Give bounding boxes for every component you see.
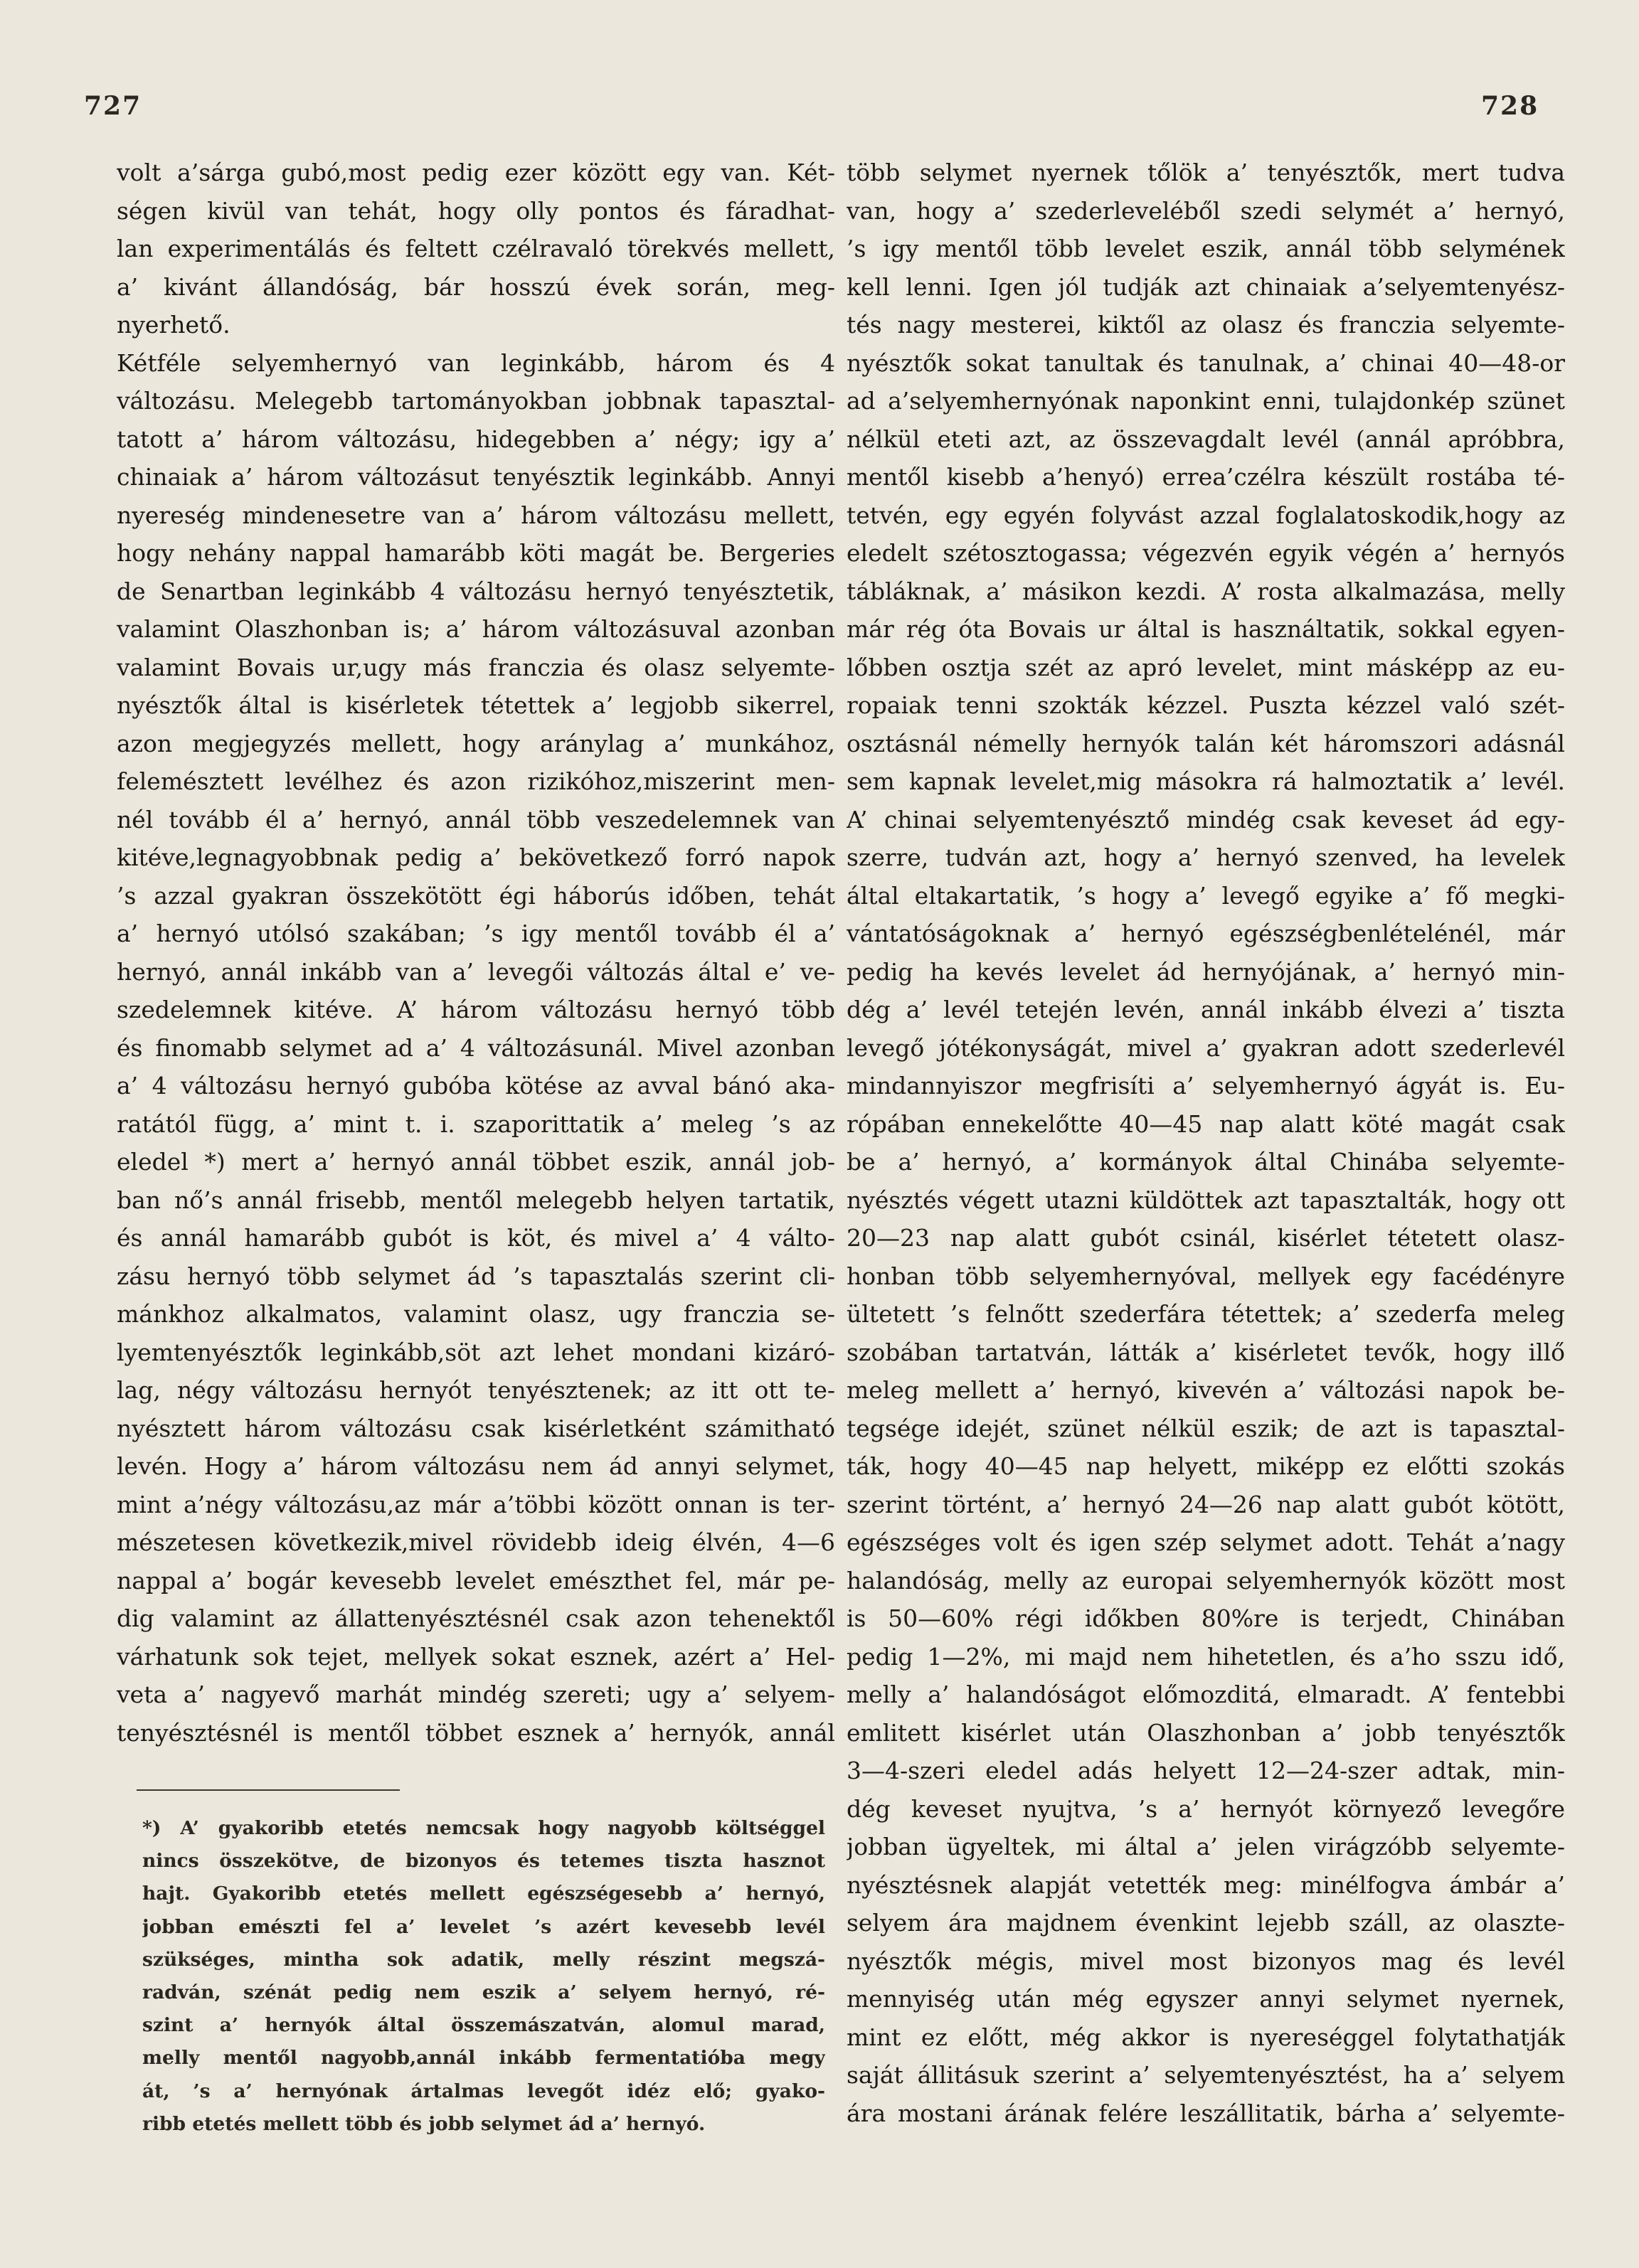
text-line: ratától függ, a’ mint t. i. szaporittatik a’ meleg ’s az xyxy=(117,1109,835,1138)
text-line: pedig 1—2%, mi majd nem hihetetlen, és a’ho sszu idő, xyxy=(847,1642,1565,1671)
text-line: lőbben osztja szét az apró levelet, mint másképp az eu- xyxy=(847,653,1565,681)
text-line: de Senartban leginkább 4 változásu hernyó tenyésztetik, xyxy=(117,577,835,605)
text-line: és annál hamarább gubót is köt, és mivel a’ 4 válto- xyxy=(117,1224,835,1252)
right-text-column xyxy=(847,154,1565,2132)
text-line: dég a’ levél tetején levén, annál inkább élvezi a’ tiszta xyxy=(847,996,1565,1023)
text-line: nyésztők által is kisérletek tétettek a’ legjobb sikerrel, xyxy=(117,691,835,719)
footnote xyxy=(142,1812,825,2141)
footnote-line: *) A’ gyakoribb etetés nemcsak hogy nagyobb költséggel xyxy=(142,1817,825,1839)
text-line: veta a’ nagyevő marhát mindég szereti; ugy a’ selyem- xyxy=(117,1681,835,1708)
text-line: ropaiak tenni szokták kézzel. Puszta kézzel való szét- xyxy=(847,691,1565,719)
footnote-line: szint a’ hernyók által összemászatván, alomul marad, xyxy=(142,2014,825,2037)
text-line: már rég óta Bovais ur által is használtatik, sokkal egyen- xyxy=(847,615,1565,643)
text-line: tatott a’ három változásu, hidegebben a’ négy; igy a’ xyxy=(117,425,835,453)
text-line: ad a’selyemhernyónak naponkint enni, tulajdonkép szünet xyxy=(847,387,1565,415)
text-line: tábláknak, a’ másikon kezdi. A’ rosta alkalmazása, melly xyxy=(847,577,1565,605)
text-line: nél tovább él a’ hernyó, annál több veszedelemnek van xyxy=(117,805,835,834)
text-line: valamint Olaszhonban is; a’ három változásuval azonban xyxy=(117,615,835,643)
text-line: a’ 4 változásu hernyó gubóba kötése az avval bánó aka- xyxy=(117,1072,835,1100)
text-line: által eltakartatik, ’s hogy a’ levegő egyike a’ fő megki- xyxy=(847,881,1565,910)
text-line: szobában tartatván, látták a’ kisérletet tevők, hogy illő xyxy=(847,1338,1565,1366)
text-line: nappal a’ bogár kevesebb levelet emészthet fel, már pe- xyxy=(117,1566,835,1594)
text-line: dég keveset nyujtva, ’s a’ hernyót környező levegőre xyxy=(847,1794,1565,1823)
text-line: mészetesen következik,mivel rövidebb ideig élvén, 4—6 xyxy=(117,1528,835,1556)
text-line: változásu. Melegebb tartományokban jobbnak tapasztal- xyxy=(117,387,835,415)
text-line: kell lenni. Igen jól tudják azt chinaiak a’selyemtenyész- xyxy=(847,272,1565,301)
footnote-line: szükséges, mintha sok adatik, melly részint megszá- xyxy=(142,1948,825,1971)
text-line: és finomabb selymet ad a’ 4 változásunál. Mivel azonban xyxy=(117,1033,835,1062)
text-line: mint ez előtt, még akkor is nyereséggel folytathatják xyxy=(847,2023,1565,2051)
text-line: azon megjegyzés mellett, hogy aránylag a’ munkához, xyxy=(117,729,835,757)
text-line: lan experimentálás és feltett czélravaló törekvés mellett, xyxy=(117,235,835,262)
left-text-column xyxy=(117,154,835,1752)
footnote-line: nincs összekötve, de bizonyos és tetemes tiszta hasznot xyxy=(142,1850,825,1873)
footnote-line: radván, szénát pedig nem eszik a’ selyem hernyó, ré- xyxy=(142,1981,825,2003)
text-line: eledel *) mert a’ hernyó annál többet eszik, annál job- xyxy=(117,1148,835,1176)
text-line: honban több selyemhernyóval, mellyek egy facédényre xyxy=(847,1262,1565,1290)
text-line: lyemtenyésztők leginkább,söt azt lehet mondani kizáró- xyxy=(117,1338,835,1366)
text-line: halandóság, melly az europai selyemhernyók között most xyxy=(847,1566,1565,1594)
text-line: chinaiak a’ három változásut tenyésztik leginkább. Annyi xyxy=(117,463,835,491)
text-line: eledelt szétosztogassa; végezvén egyik végén a’ hernyós xyxy=(847,539,1565,567)
text-line: nyésztés végett utazni küldöttek azt tapasztalták, hogy ott xyxy=(847,1186,1565,1214)
text-line: mint a’négy változásu,az már a’többi között onnan is ter- xyxy=(117,1490,835,1518)
text-line: felemésztett levélhez és azon rizikóhoz,miszerint men- xyxy=(117,767,835,795)
footnote-line: jobban emészti fel a’ levelet ’s azért kevesebb levél xyxy=(142,1915,825,1938)
text-line: ták, hogy 40—45 nap helyett, miképp ez előtti szokás xyxy=(847,1452,1565,1480)
text-line: hernyó, annál inkább van a’ levegői változás által e’ ve- xyxy=(117,957,835,986)
text-line: több selymet nyernek tőlök a’ tenyésztők, mert tudva xyxy=(847,159,1565,186)
text-line: rópában ennekelőtte 40—45 nap alatt köté magát csak xyxy=(847,1109,1565,1138)
text-line: nyereség mindenesetre van a’ három változásu mellett, xyxy=(117,501,835,529)
text-line: van, hogy a’ szederleveléből szedi selymét a’ hernyó, xyxy=(847,196,1565,225)
text-line: a’ hernyó utólsó szakában; ’s igy mentől tovább él a’ xyxy=(117,920,835,947)
text-line: ültetett ’s felnőtt szederfára tétettek; a’ szederfa meleg xyxy=(847,1300,1565,1328)
text-line: dig valamint az állattenyésztésnél csak azon tehenektől xyxy=(117,1604,835,1632)
text-line: volt a’sárga gubó,most pedig ezer között egy van. Két- xyxy=(117,159,835,186)
footnote-line: ribb etetés mellett több és jobb selymet ád a’ hernyó. xyxy=(142,2112,706,2135)
text-line: a’ kivánt állandóság, bár hosszú évek során, meg- xyxy=(117,272,835,301)
text-line: tés nagy mesterei, kiktől az olasz és franczia selyemte- xyxy=(847,311,1565,339)
text-line: nyésztett három változásu csak kisérletként számitható xyxy=(117,1414,835,1442)
text-line: tetvén, egy egyén folyvást azzal foglalatoskodik,hogy az xyxy=(847,501,1565,529)
footnote-line: hajt. Gyakoribb etetés mellett egészségesebb a’ hernyó, xyxy=(142,1883,825,1905)
text-line: szerre, tudván azt, hogy a’ hernyó szenved, ha levelek xyxy=(847,843,1565,871)
text-line: levén. Hogy a’ három változásu nem ád annyi selymet, xyxy=(117,1452,835,1480)
text-line: sem kapnak levelet,mig másokra rá halmoztatik a’ levél. xyxy=(847,767,1565,795)
footnote-line: át, ’s a’ hernyónak ártalmas levegőt idéz elő; gyako- xyxy=(142,2080,825,2102)
text-line: selyem ára majdnem évenkint lejebb száll, az olaszte- xyxy=(847,1909,1565,1937)
text-line: be a’ hernyó, a’ kormányok által Chinába selyemte- xyxy=(847,1148,1565,1176)
footnote-line: melly mentől nagyobb,annál inkább fermentatióba megy xyxy=(142,2047,825,2070)
text-line: 3—4-szeri eledel adás helyett 12—24-szer adtak, min- xyxy=(847,1757,1565,1784)
text-line: lag, négy változásu hernyót tenyésztenek; az itt ott te- xyxy=(117,1376,835,1404)
text-line: A’ chinai selyemtenyésztő mindég csak keveset ád egy- xyxy=(847,805,1565,834)
text-line: kitéve,legnagyobbnak pedig a’ bekövetkező forró napok xyxy=(117,843,835,871)
text-line: hogy nehány nappal hamarább köti magát be. Bergeries xyxy=(117,539,835,567)
text-line: egészséges volt és igen szép selymet adott. Tehát a’nagy xyxy=(847,1528,1565,1556)
text-line: valamint Bovais ur,ugy más franczia és olasz selyemte- xyxy=(117,653,835,681)
text-line: nyésztők mégis, mivel most bizonyos mag és levél xyxy=(847,1947,1565,1975)
text-line: emlitett kisérlet után Olaszhonban a’ jobb tenyésztők xyxy=(847,1718,1565,1747)
text-line: ’s igy mentől több levelet eszik, annál több selymének xyxy=(847,235,1565,262)
text-line: saját állitásuk szerint a’ selyemtenyésztést, ha a’ selyem xyxy=(847,2061,1565,2089)
text-line: ára mostani árának felére leszállitatik, bárha a’ selyemte- xyxy=(847,2099,1565,2127)
page-number-right: 728 xyxy=(1481,91,1539,121)
text-line: mentől kisebb a’henyó) errea’czélra készült rostába té- xyxy=(847,463,1565,491)
text-line: ’s azzal gyakran összekötött égi háborús időben, tehát xyxy=(117,881,835,910)
text-line: mennyiség után még egyszer annyi selymet nyernek, xyxy=(847,1985,1565,2013)
text-line: vántatóságoknak a’ hernyó egészségbenlételénél, már xyxy=(847,920,1565,947)
text-line: Kétféle selyemhernyó van leginkább, három és 4 xyxy=(117,348,835,377)
text-line: tenyésztésnél is mentől többet esznek a’ hernyók, annál xyxy=(117,1718,835,1747)
text-line: nyésztésnek alapját vetették meg: minélfogva ámbár a’ xyxy=(847,1870,1565,1899)
text-line: osztásnál némelly hernyók talán két háromszori adásnál xyxy=(847,729,1565,757)
text-line: mánkhoz alkalmatos, valamint olasz, ugy franczia se- xyxy=(117,1300,835,1328)
text-line: nyerhető. xyxy=(117,311,230,339)
text-line: levegő jótékonyságát, mivel a’ gyakran adott szederlevél xyxy=(847,1033,1565,1062)
text-line: melly a’ halandóságot előmozditá, elmaradt. A’ fentebbi xyxy=(847,1681,1565,1708)
text-line: 20—23 nap alatt gubót csinál, kisérlet tétetett olasz- xyxy=(847,1224,1565,1252)
text-line: tegsége idejét, szünet nélkül eszik; de azt is tapasztal- xyxy=(847,1414,1565,1442)
footnote-separator xyxy=(137,1789,400,1791)
text-line: nélkül eteti azt, az összevagdalt levél (annál apróbbra, xyxy=(847,425,1565,453)
text-line: meleg mellett a’ hernyó, kivevén a’ változási napok be- xyxy=(847,1376,1565,1404)
text-line: is 50—60% régi időkben 80%re is terjedt, Chinában xyxy=(847,1604,1565,1632)
text-line: szerint történt, a’ hernyó 24—26 nap alatt gubót kötött, xyxy=(847,1490,1565,1518)
page-number-left: 727 xyxy=(84,91,142,121)
text-line: várhatunk sok tejet, mellyek sokat esznek, azért a’ Hel- xyxy=(117,1642,835,1671)
text-line: nyésztők sokat tanultak és tanulnak, a’ chinai 40—48-or xyxy=(847,348,1565,377)
text-line: szedelemnek kitéve. A’ három változásu hernyó több xyxy=(117,996,835,1023)
text-line: zásu hernyó több selymet ád ’s tapasztalás szerint cli- xyxy=(117,1262,835,1290)
text-line: ségen kivül van tehát, hogy olly pontos és fáradhat- xyxy=(117,196,835,225)
text-line: jobban ügyeltek, mi által a’ jelen virágzóbb selyemte- xyxy=(847,1833,1565,1860)
text-line: mindannyiszor megfrisíti a’ selyemhernyó ágyát is. Eu- xyxy=(847,1072,1565,1100)
text-line: ban nő’s annál frisebb, mentől melegebb helyen tartatik, xyxy=(117,1186,835,1214)
text-line: pedig ha kevés levelet ád hernyójának, a’ hernyó min- xyxy=(847,957,1565,986)
